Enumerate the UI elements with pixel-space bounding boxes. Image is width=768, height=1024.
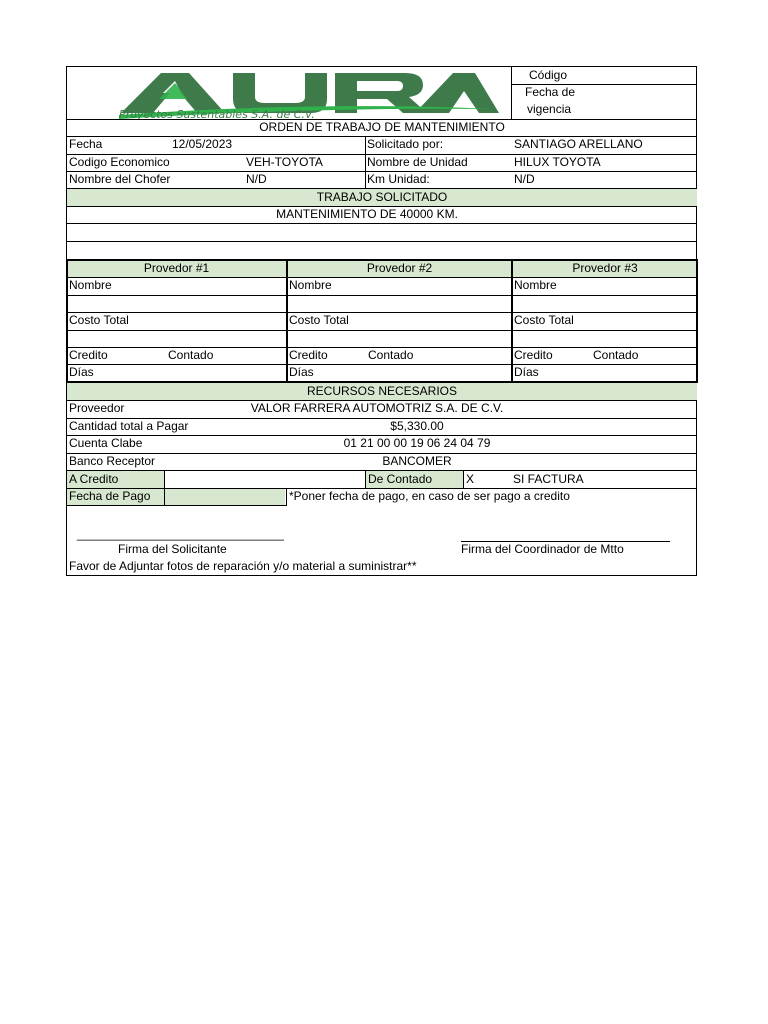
cantidad-value: $5,330.00 <box>390 419 444 433</box>
aura-logo-graphic <box>115 69 500 119</box>
a-credito-label: A Credito <box>69 472 119 486</box>
firma-coordinador-label: Firma del Coordinador de Mtto <box>461 542 624 556</box>
si-factura-value: SI FACTURA <box>513 472 584 486</box>
fecha-pago-note: *Poner fecha de pago, en caso de ser pago a credito <box>289 489 570 503</box>
fecha-vigencia-label: Fecha de <box>525 85 576 99</box>
solicitado-label: Solicitado por: <box>367 137 444 151</box>
proveedor-2-costo: Costo Total <box>289 313 349 327</box>
proveedor-value: VALOR FARRERA AUTOMOTRIZ S.A. DE C.V. <box>250 401 504 415</box>
de-contado-label: De Contado <box>368 472 433 486</box>
recursos-header: RECURSOS NECESARIOS <box>306 384 458 398</box>
km-label: Km Unidad: <box>367 172 430 186</box>
chofer-label: Nombre del Chofer <box>69 172 171 186</box>
firma-solicitante-label: Firma del Solicitante <box>118 542 227 556</box>
proveedor-1-contado: Contado <box>168 348 214 362</box>
logo-subtitle-text: Proyectos Sustentables S.A. de C.V. <box>119 108 315 119</box>
banco-receptor-value: BANCOMER <box>382 454 452 468</box>
banco-receptor-label: Banco Receptor <box>69 454 156 468</box>
km-value: N/D <box>514 172 535 186</box>
proveedor-2-nombre: Nombre <box>289 278 332 292</box>
proveedor-1-nombre: Nombre <box>69 278 112 292</box>
proveedor-3-credito: Credito <box>514 348 553 362</box>
nota-adjuntar-fotos: Favor de Adjuntar fotos de reparación y/o material a suministrar** <box>69 559 417 573</box>
solicitado-value: SANTIAGO ARELLANO <box>514 137 643 151</box>
fecha-pago-input[interactable] <box>165 489 285 505</box>
codigo-label: Código <box>529 68 568 82</box>
trabajo-solicitado-line: MANTENIMIENTO DE 40000 KM. <box>276 207 458 221</box>
proveedor-1-header: Provedor #1 <box>143 261 210 275</box>
aura-logo <box>115 69 500 119</box>
proveedor-2-contado: Contado <box>368 348 414 362</box>
codigo-economico-label: Codigo Economico <box>69 155 170 169</box>
fecha-value: 12/05/2023 <box>172 137 233 151</box>
codigo-economico-value: VEH-TOYOTA <box>246 155 323 169</box>
proveedor-2-dias: Días <box>289 365 314 379</box>
fecha-vigencia-label-line2: vigencia <box>527 102 572 116</box>
proveedor-1-costo: Costo Total <box>69 313 129 327</box>
work-order-form <box>66 66 697 576</box>
fecha-label: Fecha <box>69 137 103 151</box>
chofer-value: N/D <box>246 172 267 186</box>
trabajo-solicitado-header: TRABAJO SOLICITADO <box>316 190 448 204</box>
firma-solicitante-line: _______________________________ <box>77 527 284 541</box>
proveedor-1-dias: Días <box>69 365 94 379</box>
de-contado-mark: X <box>466 472 475 486</box>
cuenta-clabe-label: Cuenta Clabe <box>69 436 143 450</box>
proveedor-3-header: Provedor #3 <box>572 261 638 275</box>
cuenta-clabe-value: 01 21 00 00 19 06 24 04 79 <box>343 436 491 450</box>
nombre-unidad-value: HILUX TOYOTA <box>514 155 601 169</box>
fecha-pago-label: Fecha de Pago <box>69 489 151 503</box>
proveedor-3-nombre: Nombre <box>514 278 557 292</box>
proveedor-1-credito: Credito <box>69 348 108 362</box>
page-title: ORDEN DE TRABAJO DE MANTENIMIENTO <box>259 120 505 134</box>
proveedor-3-dias: Días <box>514 365 539 379</box>
proveedor-3-contado: Contado <box>593 348 639 362</box>
proveedor-label: Proveedor <box>69 401 125 415</box>
nombre-unidad-label: Nombre de Unidad <box>367 155 468 169</box>
proveedor-2-credito: Credito <box>289 348 328 362</box>
proveedor-3-costo: Costo Total <box>514 313 574 327</box>
cantidad-label: Cantidad total a Pagar <box>69 419 189 433</box>
proveedor-2-header: Provedor #2 <box>366 261 433 275</box>
